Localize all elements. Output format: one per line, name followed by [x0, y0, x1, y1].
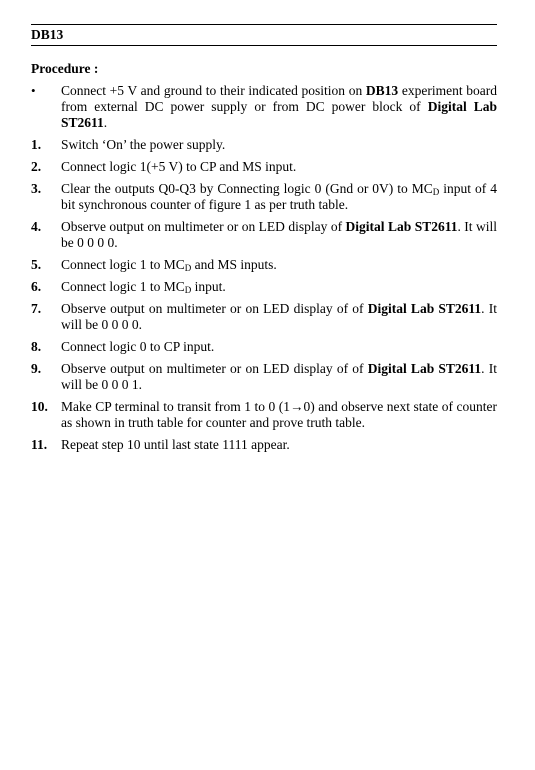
step-text: Connect logic 0 to CP input.: [61, 339, 215, 354]
intro-text: Connect +5 V and ground to their indicated position on DB13 experiment board from external DC power supply or from DC power block of Digital Lab ST2611.: [61, 83, 497, 130]
step-number: 2.: [31, 159, 42, 174]
step-item-3: [31, 181, 497, 213]
step-item-7: [31, 301, 497, 333]
intro-bullet-item: [31, 83, 497, 131]
step-number: 5.: [31, 257, 42, 272]
step-item-4: [31, 219, 497, 251]
step-number: 6.: [31, 279, 42, 294]
step-text: Observe output on multimeter or on LED display of Digital Lab ST2611. It will be 0 0 0 0.: [61, 219, 497, 250]
step-number: 10.: [31, 399, 48, 414]
step-number: 8.: [31, 339, 42, 354]
step-item-9: [31, 361, 497, 393]
step-text: Observe output on multimeter or on LED display of of Digital Lab ST2611. It will be 0 0 0 0.: [61, 301, 497, 332]
step-item-11: [31, 437, 497, 453]
step-item-10: [31, 399, 497, 431]
step-item-1: [31, 137, 497, 153]
step-item-2: [31, 159, 497, 175]
bullet-icon: •: [31, 83, 36, 98]
step-item-5: [31, 257, 497, 273]
step-number: 3.: [31, 181, 42, 196]
step-text: Clear the outputs Q0-Q3 by Connecting logic 0 (Gnd or 0V) to $MC_D$ input of 4 bit synchronous counter of figure 1 as per truth table.: [61, 181, 497, 212]
step-text: Connect logic 1 to $MC_D$ input.: [61, 279, 226, 295]
step-text: Connect logic 1(+5 V) to CP and MS input.: [61, 159, 297, 174]
step-text: Observe output on multimeter or on LED display of of Digital Lab ST2611. It will be 0 0 0 1.: [61, 361, 497, 392]
step-text: Connect logic 1 to $MC_D$ and MS inputs.: [61, 257, 277, 273]
step-item-6: [31, 279, 497, 295]
step-number: 7.: [31, 301, 42, 316]
document-page: [31, 24, 497, 459]
step-number: 1.: [31, 137, 42, 152]
step-text: Switch ‘On’ the power supply.: [61, 137, 226, 152]
procedure-list: [31, 83, 497, 453]
step-text: Repeat step 10 until last state 1111 appear.: [61, 437, 290, 452]
step-item-8: [31, 339, 497, 355]
step-number: 9.: [31, 361, 42, 376]
step-number: 11.: [31, 437, 48, 452]
section-header: [31, 24, 497, 46]
step-number: 4.: [31, 219, 42, 234]
section-title: DB13: [31, 27, 64, 42]
step-text: Make CP terminal to transit from 1 to 0 (1→0) and observe next state of counter as shown in truth table for counter and prove truth table.: [61, 399, 497, 430]
procedure-heading: Procedure :: [31, 61, 99, 76]
